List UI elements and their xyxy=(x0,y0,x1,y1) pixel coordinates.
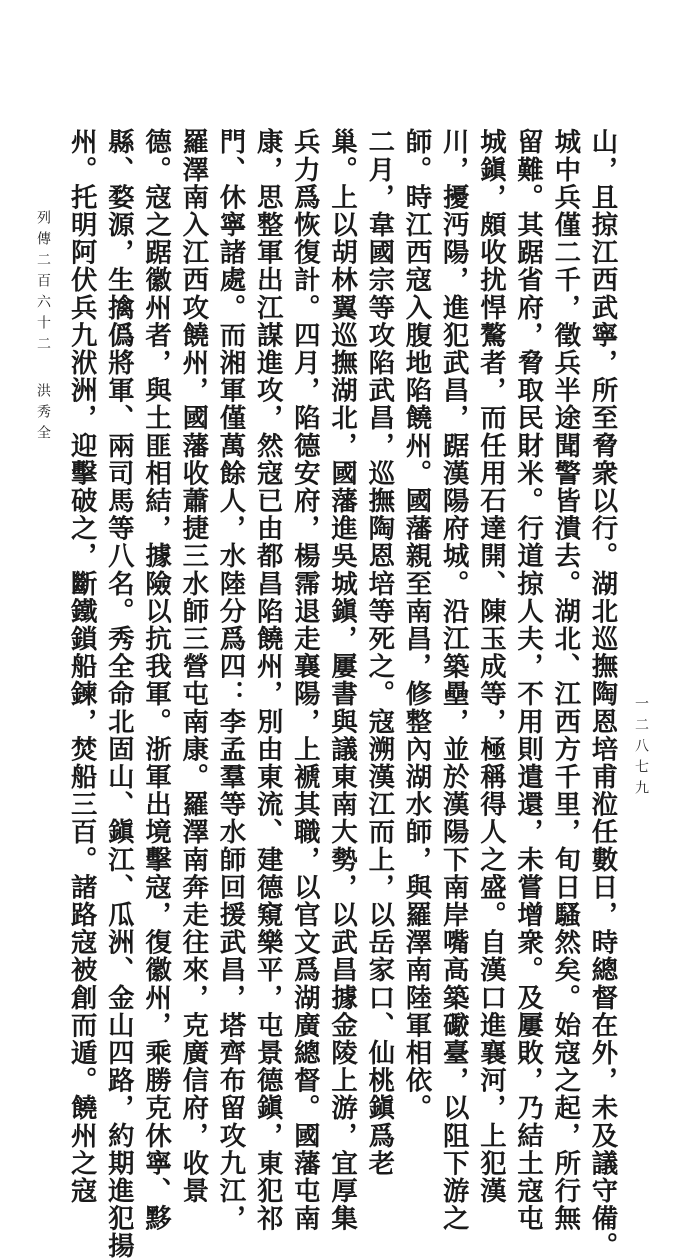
text-column-9: 兵力爲恢復計。四月，陷德安府，楊霈退走襄陽，上褫其職，以官文爲湖廣總督。國藩屯南 xyxy=(289,128,321,1232)
text-column-12: 羅澤南入江西攻饒州，國藩收蕭捷三水師三營屯南康。羅澤南奔走往來，克廣信府，收景 xyxy=(177,128,209,1205)
section-title: 列傳二百六十二 xyxy=(35,210,51,357)
text-column-3: 留難。其踞省府，脅取民財米。行道掠人夫，不用則遣還，未嘗增衆。及屢敗，乃結土寇屯 xyxy=(512,128,544,1232)
text-column-4: 城鎭，頗收扰悍驁者，而任用石達開、陳玉成等，極稱得人之盛。自漢口進襄河，上犯漢 xyxy=(475,128,507,1205)
text-column-11: 門、休寧諸處。而湘軍僅萬餘人，水陸分爲四：李孟羣等水師回援武昌，塔齊布留攻九江， xyxy=(214,128,246,1232)
page-number: 一二八七九 xyxy=(633,696,649,801)
text-column-10: 康，思整軍出江謀進攻，然寇已由都昌陷饒州，別由東流、建德窺樂平，屯景德鎭，東犯祁 xyxy=(252,128,284,1232)
text-column-1: 山，且掠江西武寧，所至脅衆以行。湖北巡撫陶恩培甫涖任數日，時總督在外，未及議守備。 xyxy=(587,128,618,1260)
text-column-13: 德。寇之踞徽州者，與土匪相結，據險以抗我軍。浙軍出境擊寇，復徽州，乘勝克休寧、黟 xyxy=(140,128,172,1232)
text-column-2: 城中兵僅二千，徵兵半途聞警皆潰去。湖北、江西方千里，旬日騷然矣。始寇之起，所行無 xyxy=(549,128,581,1232)
text-column-5: 川，擾沔陽，進犯武昌，踞漢陽府城。沿江築壘，並於漢陽下南岸嘴高築礮臺，以阻下游之 xyxy=(438,128,470,1232)
biography-name: 洪秀全 xyxy=(35,383,51,446)
text-column-15: 州。托明阿伏兵九洑洲，迎擊破之，斷鐵鎖船鍊，焚船三百。諸路寇被創而遁。饒州之寇 xyxy=(66,128,98,1205)
vertical-text-block xyxy=(63,128,621,1260)
text-column-14: 縣、婺源，生擒僞將軍、兩司馬等八名。秀全命北固山、鎭江、瓜洲、金山四路，約期進犯揚 xyxy=(103,128,135,1260)
running-header xyxy=(33,210,53,446)
text-column-8: 巢。上以胡林翼巡撫湖北，國藩進吳城鎭，屢書與議東南大勢，以武昌據金陵上游，宜厚集 xyxy=(326,128,358,1232)
text-column-6: 師。時江西寇入腹地陷饒州。國藩親至南昌，修整內湖水師，與羅澤南陸軍相依。 xyxy=(400,128,432,1122)
text-column-7: 二月，韋國宗等攻陷武昌，巡撫陶恩培等死之。寇溯漢江而上，以岳家口、仙桃鎭爲老 xyxy=(363,128,395,1177)
